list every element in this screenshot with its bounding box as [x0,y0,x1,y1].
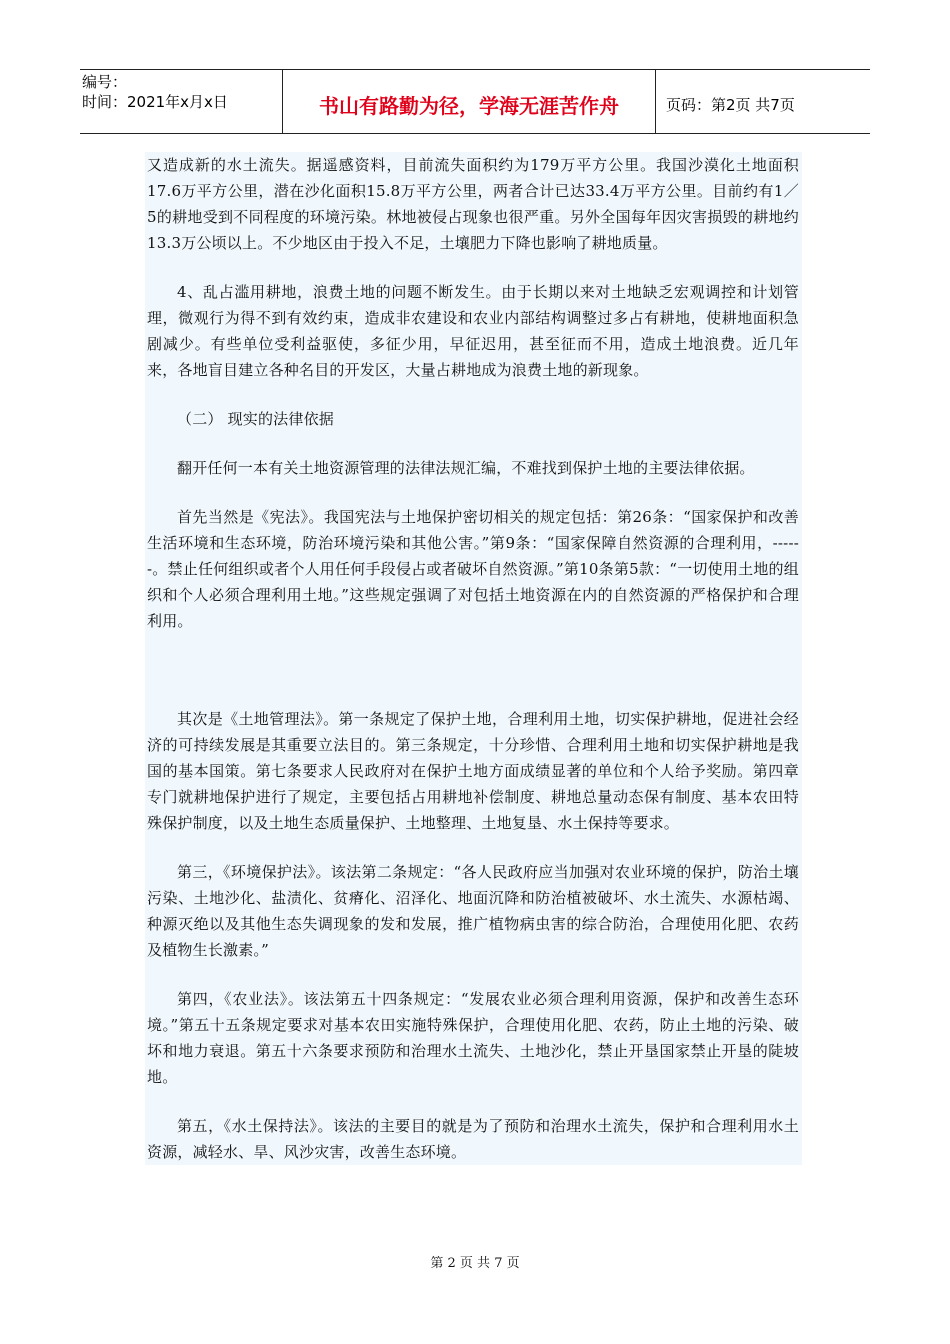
document-time-label: 时间：2021年x月x日 [82,93,228,111]
section-heading-legal-basis: （二） 现实的法律依据 [177,410,334,428]
paragraph-agriculture-law: 第四，《农业法》。该法第五十四条规定：“发展农业必须合理利用资源，保护和改善生态环境。”第五十五条规定要求对基本农田实施特殊保护，合理使用化肥、农药，防止土地的污染、破坏和地力衰退。第五十六条要求预防和治理水土流失、土地沙化，禁止开垦国家禁止开垦的陡坡地。 [147,990,799,1086]
paragraph-constitution: 首先当然是《宪法》。我国宪法与土地保护密切相关的规定包括：第26条：“国家保护和改善生活环境和生态环境，防治环境污染和其他公害。”第9条：“国家保障自然资源的合理利用，------。禁止任何组织或者个人用任何手段侵占或者破坏自然资源。”第10条第5款：“一切使用土地的组织和个人必须合理利用土地。”这些规定强调了对包括土地资源在内的自然资源的严格保护和合理利用。 [147,508,799,630]
document-number-label: 编号： [82,73,128,91]
header-page-info: 页码：第2页 共7页 [666,96,795,114]
document-body [145,152,802,1165]
header-motto: 书山有路勤为径，学海无涯苦作舟 [282,70,656,133]
paragraph-environmental-protection-law: 第三，《环境保护法》。该法第二条规定：“各人民政府应当加强对农业环境的保护，防治土壤污染、土地沙化、盐渍化、贫瘠化、沼泽化、地面沉降和防治植被破坏、水土流失、水源枯竭、种源灭绝以及其他生态失调现象的发和发展，推广植物病虫害的综合防治，合理使用化肥、农药及植物生长激素。” [147,863,799,959]
paragraph-legal-compilation: 翻开任何一本有关土地资源管理的法律法规汇编，不难找到保护土地的主要法律依据。 [177,459,755,477]
page-footer: 第 2 页 共 7 页 [430,1256,520,1271]
paragraph-soil-erosion: 又造成新的水土流失。据遥感资料，目前流失面积约为179万平方公里。我国沙漠化土地面积17.6万平方公里，潜在沙化面积15.8万平方公里，两者合计已达33.4万平方公里。目前约有1／5的耕地受到不同程度的环境污染。林地被侵占现象也很严重。另外全国每年因灾害损毁的耕地约13.3万公顷以上。不少地区由于投入不足，土壤肥力下降也影响了耕地质量。 [147,156,799,252]
page-header [80,69,870,134]
paragraph-land-waste: 4、乱占滥用耕地，浪费土地的问题不断发生。由于长期以来对土地缺乏宏观调控和计划管理，微观行为得不到有效约束，造成非农建设和农业内部结构调整过多占有耕地，使耕地面积急剧减少。有些单位受利益驱使，多征少用，早征迟用，甚至征而不用，造成土地浪费。近几年来，各地盲目建立各种名目的开发区，大量占耕地成为浪费土地的新现象。 [147,283,799,379]
header-meta [80,70,282,133]
paragraph-soil-conservation-law: 第五，《水土保持法》。该法的主要目的就是为了预防和治理水土流失，保护和合理利用水土资源，减轻水、旱、风沙灾害，改善生态环境。 [147,1117,799,1161]
paragraph-land-management-law: 其次是《土地管理法》。第一条规定了保护土地，合理利用土地，切实保护耕地，促进社会经济的可持续发展是其重要立法目的。第三条规定，十分珍惜、合理利用土地和切实保护耕地是我国的基本国策。第七条要求人民政府对在保护土地方面成绩显著的单位和个人给予奖励。第四章专门就耕地保护进行了规定，主要包括占用耕地补偿制度、耕地总量动态保有制度、基本农田特殊保护制度，以及土地生态质量保护、土地整理、土地复垦、水土保持等要求。 [147,710,799,832]
